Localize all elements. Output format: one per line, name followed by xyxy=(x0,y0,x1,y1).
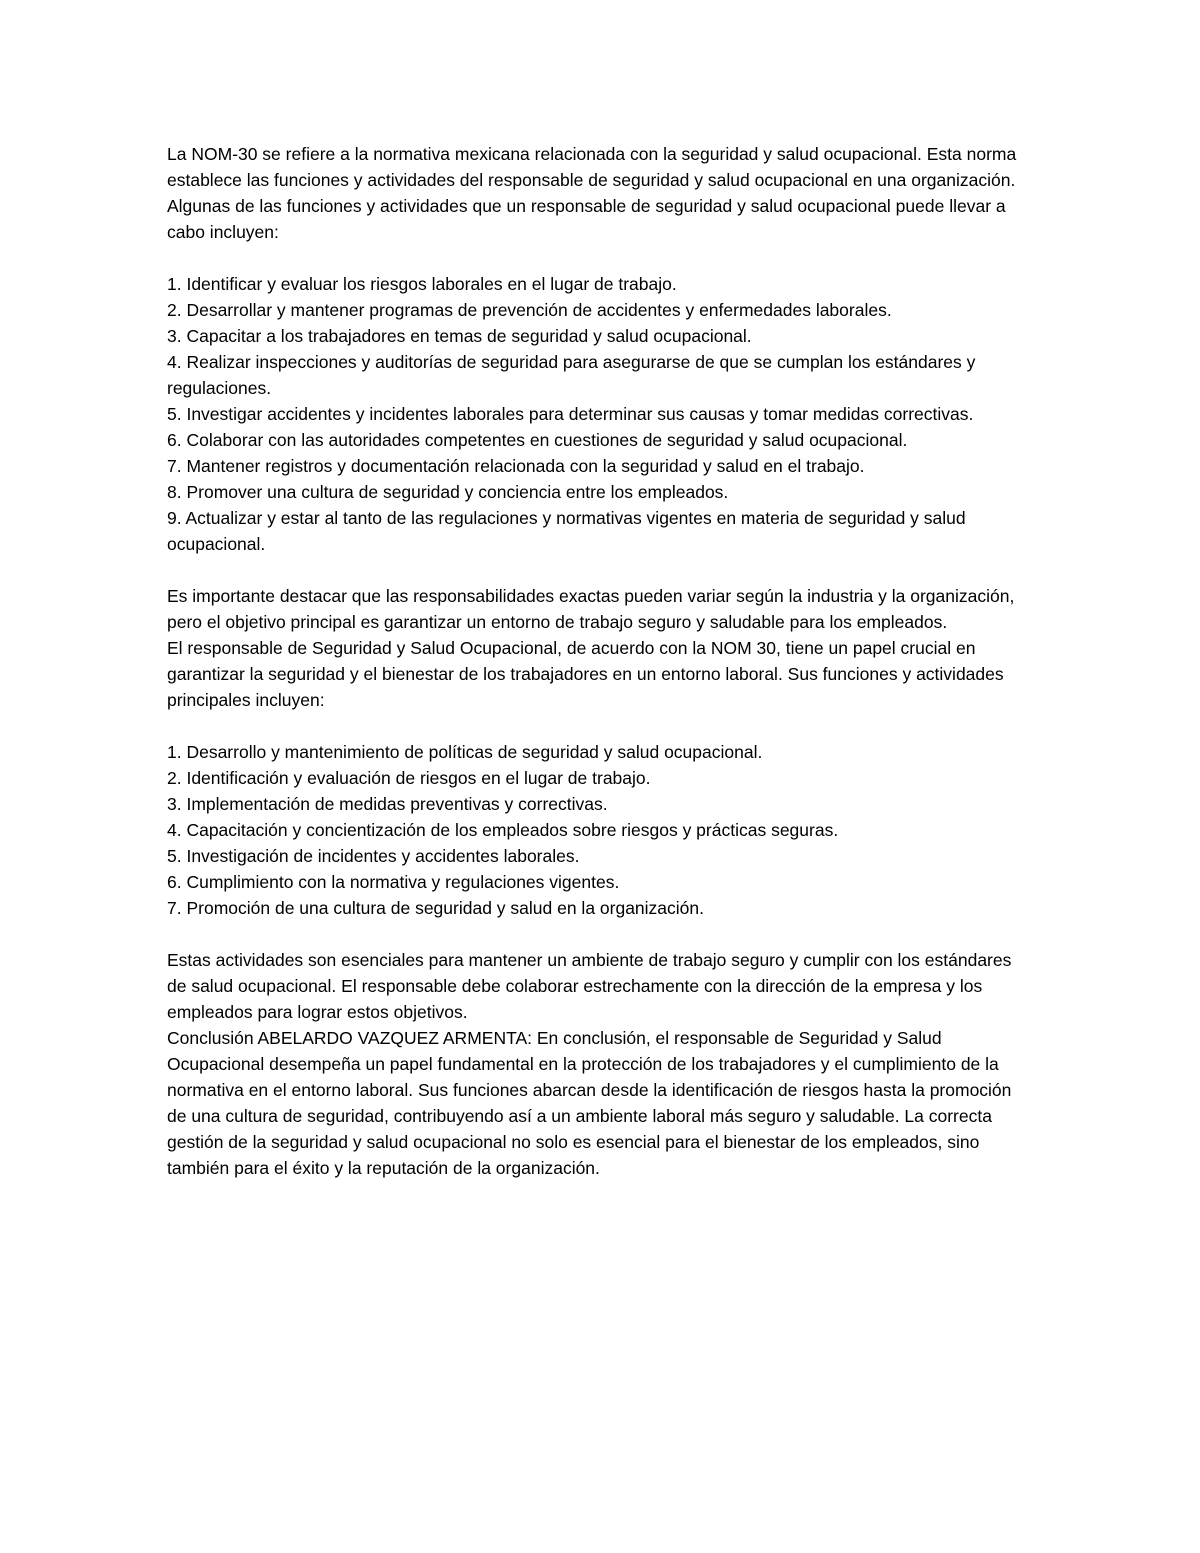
document-body xyxy=(167,141,1033,1181)
list1-item: 5. Investigar accidentes y incidentes laborales para determinar sus causas y tomar medidas correctivas. xyxy=(167,404,974,424)
list1-item: 7. Mantener registros y documentación relacionada con la seguridad y salud en el trabajo. xyxy=(167,456,865,476)
list2-item: 2. Identificación y evaluación de riesgos en el lugar de trabajo. xyxy=(167,768,651,788)
list2-item: 4. Capacitación y concientización de los empleados sobre riesgos y prácticas seguras. xyxy=(167,820,839,840)
paragraph-gap xyxy=(167,245,1033,271)
list1-item: 1. Identificar y evaluar los riesgos laborales en el lugar de trabajo. xyxy=(167,274,677,294)
list1-item: 3. Capacitar a los trabajadores en temas de seguridad y salud ocupacional. xyxy=(167,326,752,346)
activities-paragraph: Estas actividades son esenciales para mantener un ambiente de trabajo seguro y cumplir con los estándares de salud ocupacional. El responsable debe colaborar estrechamente con la dirección de la empresa y los empleados para lograr estos objetivos. xyxy=(167,950,1012,1022)
list1-item: 2. Desarrollar y mantener programas de prevención de accidentes y enfermedades laborales. xyxy=(167,300,892,320)
list2-item: 7. Promoción de una cultura de seguridad y salud en la organización. xyxy=(167,898,705,918)
list2-item: 6. Cumplimiento con la normativa y regulaciones vigentes. xyxy=(167,872,620,892)
conclusion-paragraph: Conclusión ABELARDO VAZQUEZ ARMENTA: En conclusión, el responsable de Seguridad y Salud Ocupacional desempeña un papel fundamental en la protección de los trabajadores y el cumplimiento de la normativa en el entorno laboral. Sus funciones abarcan desde la identificación de riesgos hasta la promoción de una cultura de seguridad, contribuyendo así a un ambiente laboral más seguro y saludable. La correcta gestión de la seguridad y salud ocupacional no solo es esencial para el bienestar de los empleados, sino también para el éxito y la reputación de la organización. xyxy=(167,1028,1012,1178)
list1-item: 6. Colaborar con las autoridades competentes en cuestiones de seguridad y salud ocupacional. xyxy=(167,430,908,450)
list1-item: 9. Actualizar y estar al tanto de las regulaciones y normativas vigentes en materia de seguridad y salud ocupacional. xyxy=(167,508,966,554)
list2-item: 5. Investigación de incidentes y accidentes laborales. xyxy=(167,846,580,866)
paragraph-gap xyxy=(167,921,1033,947)
list2-item: 1. Desarrollo y mantenimiento de políticas de seguridad y salud ocupacional. xyxy=(167,742,763,762)
list1-item: 8. Promover una cultura de seguridad y conciencia entre los empleados. xyxy=(167,482,729,502)
responsible-paragraph: El responsable de Seguridad y Salud Ocupacional, de acuerdo con la NOM 30, tiene un papel crucial en garantizar la seguridad y el bienestar de los trabajadores en un entorno laboral. Sus funciones y actividades principales incluyen: xyxy=(167,638,1004,710)
list1-item: 4. Realizar inspecciones y auditorías de seguridad para asegurarse de que se cumplan los estándares y regulaciones. xyxy=(167,352,976,398)
intro-paragraph: La NOM-30 se refiere a la normativa mexicana relacionada con la seguridad y salud ocupacional. Esta norma establece las funciones y actividades del responsable de seguridad y salud ocupacional en una organización. Algunas de las funciones y actividades que un responsable de seguridad y salud ocupacional puede llevar a cabo incluyen: xyxy=(167,144,1017,242)
paragraph-gap xyxy=(167,713,1033,739)
importance-paragraph: Es importante destacar que las responsabilidades exactas pueden variar según la industria y la organización, pero el objetivo principal es garantizar un entorno de trabajo seguro y saludable para los empleados. xyxy=(167,586,1015,632)
list2-item: 3. Implementación de medidas preventivas y correctivas. xyxy=(167,794,608,814)
paragraph-gap xyxy=(167,557,1033,583)
